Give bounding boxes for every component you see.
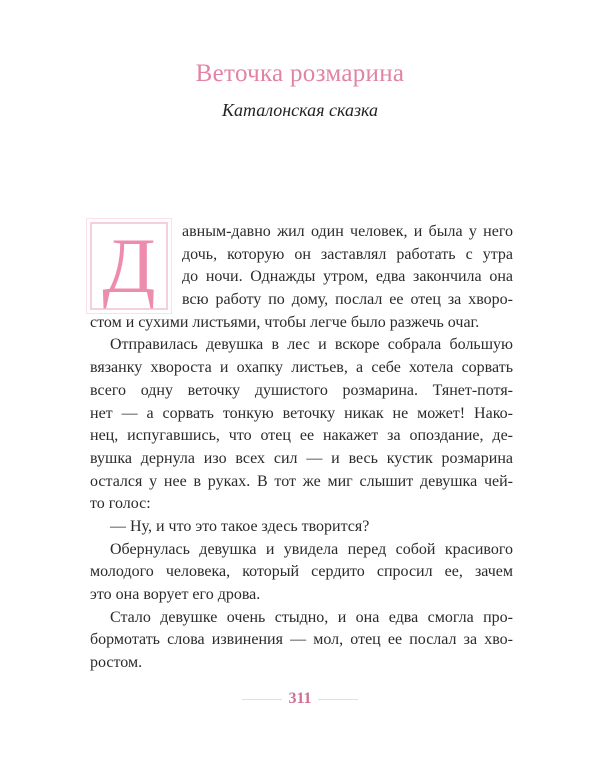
page-number — [0, 690, 600, 708]
text-line: всю работу по дому, послал ее отец за хворо- — [182, 291, 513, 309]
chapter-title: Веточка розмарина — [195, 60, 405, 87]
text-line: вушка дернула изо всех сил — и весь кустик розмарина — [90, 449, 513, 467]
chapter-subtitle: Каталонская сказка — [222, 100, 378, 120]
text-line: авным-давно жил один человек, и была у него — [182, 223, 513, 240]
text-line: остался у нее в руках. В тот же миг слышит девушка чей- — [90, 472, 513, 490]
text-line: ростом. — [90, 654, 143, 672]
text-line: Обернулась девушка и увидела перед собой красивого — [110, 540, 513, 558]
story-text — [90, 221, 513, 675]
text-line: то голос: — [90, 495, 151, 513]
text-line: дочь, которую он заставлял работать с утра — [182, 245, 513, 263]
ornament-right — [318, 699, 358, 700]
text-line: вязанку хвороста и охапку листьев, а себе хотела сорвать — [90, 359, 513, 377]
text-line: — Ну, и что это такое здесь творится? — [110, 517, 370, 535]
text-line: молодого человека, который сердито спросил ее, зачем — [90, 563, 513, 581]
drop-cap-letter: Д — [102, 222, 156, 309]
text-line: бормотать слова извинения — мол, отец ее послал за хво- — [90, 631, 513, 649]
text-line: нец, испугавшись, что отец ее накажет за опоздание, де- — [90, 427, 513, 445]
text-line: нет — а сорвать тонкую веточку никак не может! Нако- — [90, 404, 513, 422]
text-line: Отправилась девушка в лес и вскоре собрала большую — [110, 336, 513, 354]
page-number-text: 311 — [288, 690, 312, 707]
text-line: Стало девушке очень стыдно, и она едва смогла про- — [110, 608, 513, 626]
text-line: до ночи. Однажды утром, едва закончила она — [182, 268, 513, 286]
ornament-left — [242, 699, 282, 700]
text-line: это она ворует его дрова. — [90, 586, 261, 603]
text-line: всего одну веточку душистого розмарина. Тянет-потя- — [90, 381, 513, 399]
text-line: стом и сухими листьями, чтобы легче было разжечь очаг. — [90, 313, 480, 331]
